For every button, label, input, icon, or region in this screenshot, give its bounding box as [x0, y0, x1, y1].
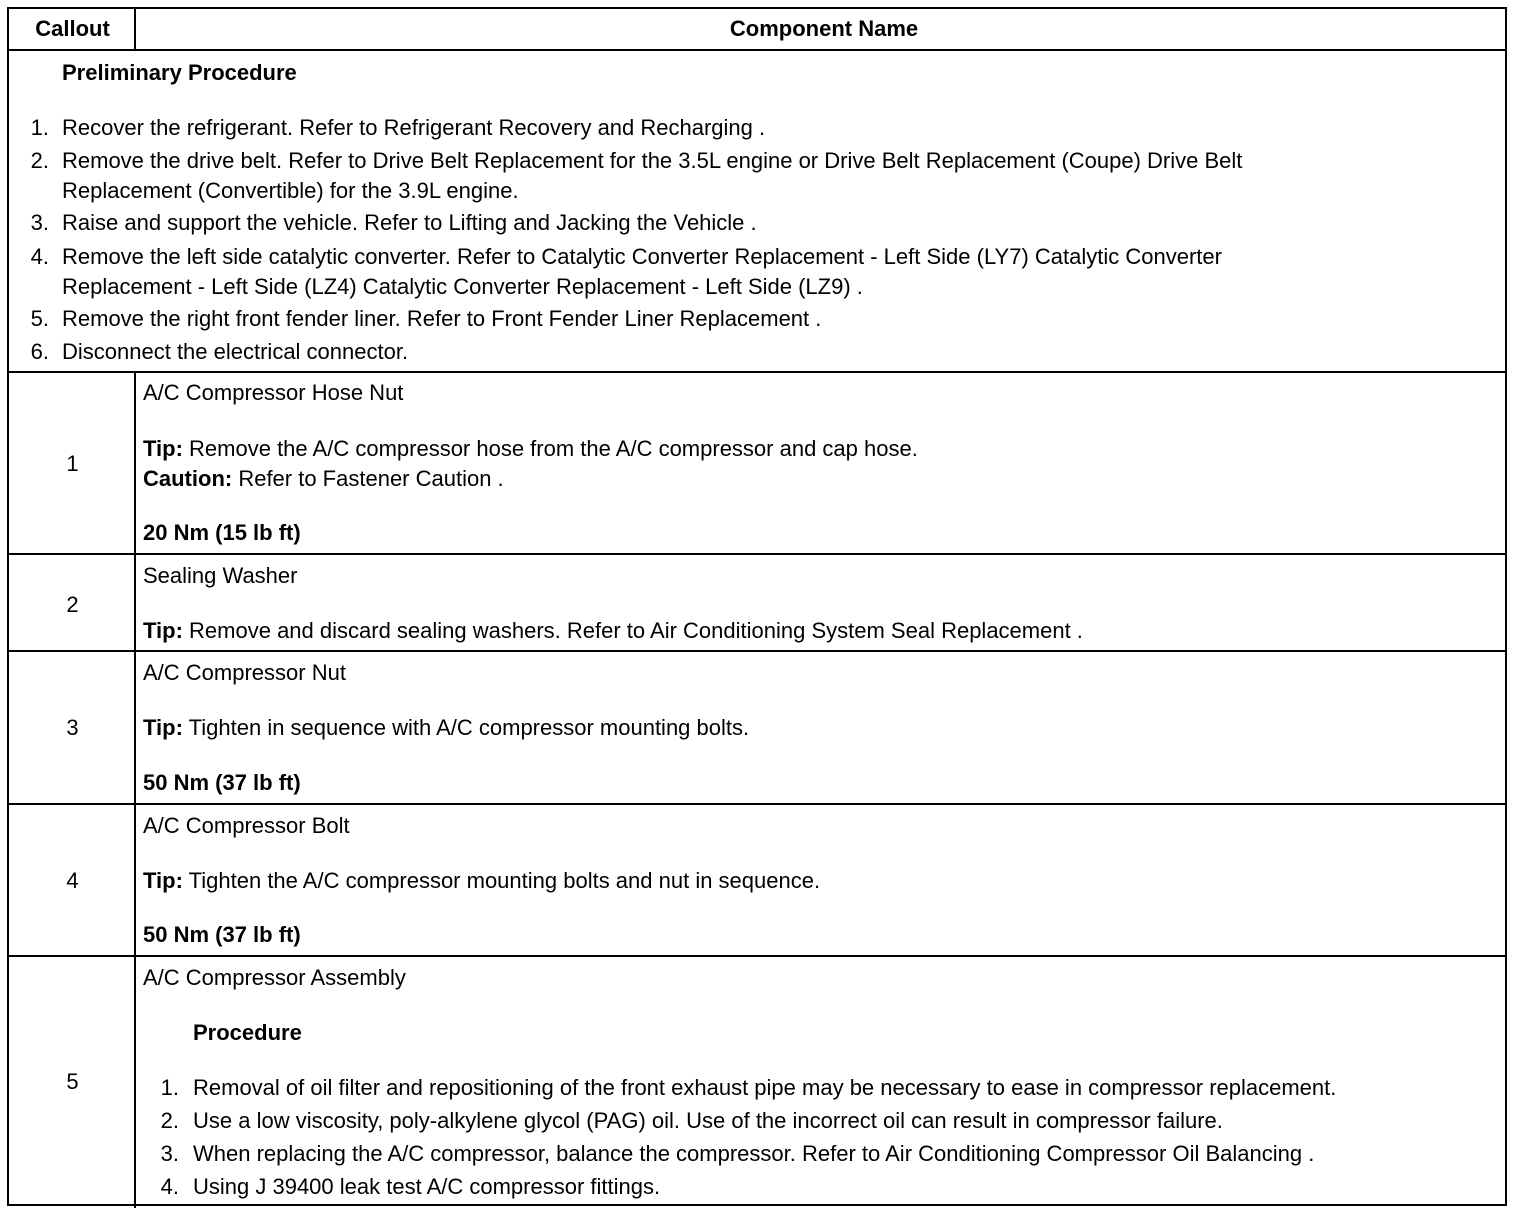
step-text: Removal of oil filter and repositioning of the front exhaust pipe may be necessary to ease in compressor replacement. — [193, 1075, 1337, 1100]
torque-spec: 50 Nm (37 lb ft) — [143, 922, 301, 947]
step-text: When replacing the A/C compressor, balance the compressor. Refer to Air Conditioning Compressor Oil Balancing . — [193, 1141, 1315, 1166]
step-text: Raise and support the vehicle. Refer to Lifting and Jacking the Vehicle . — [62, 210, 757, 235]
component-cell — [143, 373, 1505, 553]
step-text: Use a low viscosity, poly-alkylene glycol (PAG) oil. Use of the incorrect oil can result in compressor failure. — [193, 1108, 1223, 1133]
step-text: Recover the refrigerant. Refer to Refrigerant Recovery and Recharging . — [62, 115, 766, 140]
component-cell — [143, 957, 1505, 1208]
step-text: Remove the drive belt. Refer to Drive Belt Replacement for the 3.5L engine or Drive Belt Replacement (Coupe) Drive Belt — [62, 148, 1243, 173]
step-number: 1. — [160, 1075, 179, 1100]
torque-spec: 20 Nm (15 lb ft) — [143, 520, 301, 545]
step-number: 3. — [30, 210, 49, 235]
callout-cell — [9, 555, 136, 650]
callout-number: 5 — [66, 1069, 79, 1094]
tip-line — [143, 868, 820, 894]
step-text-continued: Replacement - Left Side (LZ4) Catalytic Converter Replacement - Left Side (LZ9) . — [62, 274, 863, 299]
callout-cell — [9, 957, 136, 1208]
preliminary-procedure-row — [9, 51, 1505, 373]
component-name: A/C Compressor Nut — [143, 660, 346, 685]
step-text: Disconnect the electrical connector. — [62, 339, 409, 364]
caution-line — [143, 466, 504, 492]
torque-spec: 50 Nm (37 lb ft) — [143, 770, 301, 795]
step-number: 3. — [160, 1141, 179, 1166]
component-cell — [143, 805, 1505, 955]
table-row — [9, 373, 1505, 555]
tip-label: Tip: — [143, 436, 183, 461]
callout-cell — [9, 652, 136, 803]
step-text: Remove the right front fender liner. Refer to Front Fender Liner Replacement . — [62, 306, 822, 331]
caution-text: Refer to Fastener Caution . — [232, 466, 504, 491]
step-number: 4. — [160, 1174, 179, 1199]
step-number: 1. — [30, 115, 49, 140]
component-name: A/C Compressor Hose Nut — [143, 380, 404, 405]
tip-label: Tip: — [143, 618, 183, 643]
component-name: Sealing Washer — [143, 563, 298, 588]
caution-label: Caution: — [143, 466, 233, 491]
callout-number: 3 — [66, 715, 79, 740]
tip-line — [143, 436, 918, 462]
tip-text: Remove and discard sealing washers. Refer to Air Conditioning System Seal Replacement . — [182, 618, 1083, 643]
tip-text: Tighten the A/C compressor mounting bolts and nut in sequence. — [182, 868, 821, 893]
tip-text: Remove the A/C compressor hose from the A/C compressor and cap hose. — [182, 436, 918, 461]
callout-number: 1 — [66, 451, 79, 476]
callout-cell — [9, 805, 136, 955]
component-name: A/C Compressor Assembly — [143, 965, 406, 990]
preliminary-title: Preliminary Procedure — [62, 60, 297, 85]
step-text: Remove the left side catalytic converter. Refer to Catalytic Converter Replacement - Left Side (LY7) Catalytic Converter — [62, 244, 1222, 269]
component-cell — [143, 652, 1505, 803]
callout-header-cell — [9, 9, 136, 49]
callout-cell — [9, 373, 136, 553]
tip-line — [143, 618, 1083, 644]
tip-label: Tip: — [143, 715, 183, 740]
callout-header: Callout — [35, 16, 110, 41]
step-number: 6. — [30, 339, 49, 364]
step-text-continued: Replacement (Convertible) for the 3.9L engine. — [62, 178, 519, 203]
callout-number: 2 — [66, 592, 79, 617]
table-row — [9, 957, 1505, 1208]
step-text: Using J 39400 leak test A/C compressor fittings. — [193, 1174, 661, 1199]
component-name: A/C Compressor Bolt — [143, 813, 350, 838]
callout-number: 4 — [66, 868, 79, 893]
table-row — [9, 805, 1505, 957]
tip-line — [143, 715, 749, 741]
table-row — [9, 652, 1505, 805]
step-number: 4. — [30, 244, 49, 269]
component-name-header-cell — [143, 9, 1505, 49]
step-number: 2. — [30, 148, 49, 173]
component-name-header: Component Name — [729, 16, 919, 41]
table-row — [9, 555, 1505, 652]
table-header — [9, 9, 1505, 51]
step-number: 2. — [160, 1108, 179, 1133]
tip-label: Tip: — [143, 868, 183, 893]
procedure-title: Procedure — [193, 1020, 302, 1045]
step-number: 5. — [30, 306, 49, 331]
procedure-table — [7, 7, 1507, 1206]
component-cell — [143, 555, 1505, 650]
tip-text: Tighten in sequence with A/C compressor mounting bolts. — [182, 715, 750, 740]
